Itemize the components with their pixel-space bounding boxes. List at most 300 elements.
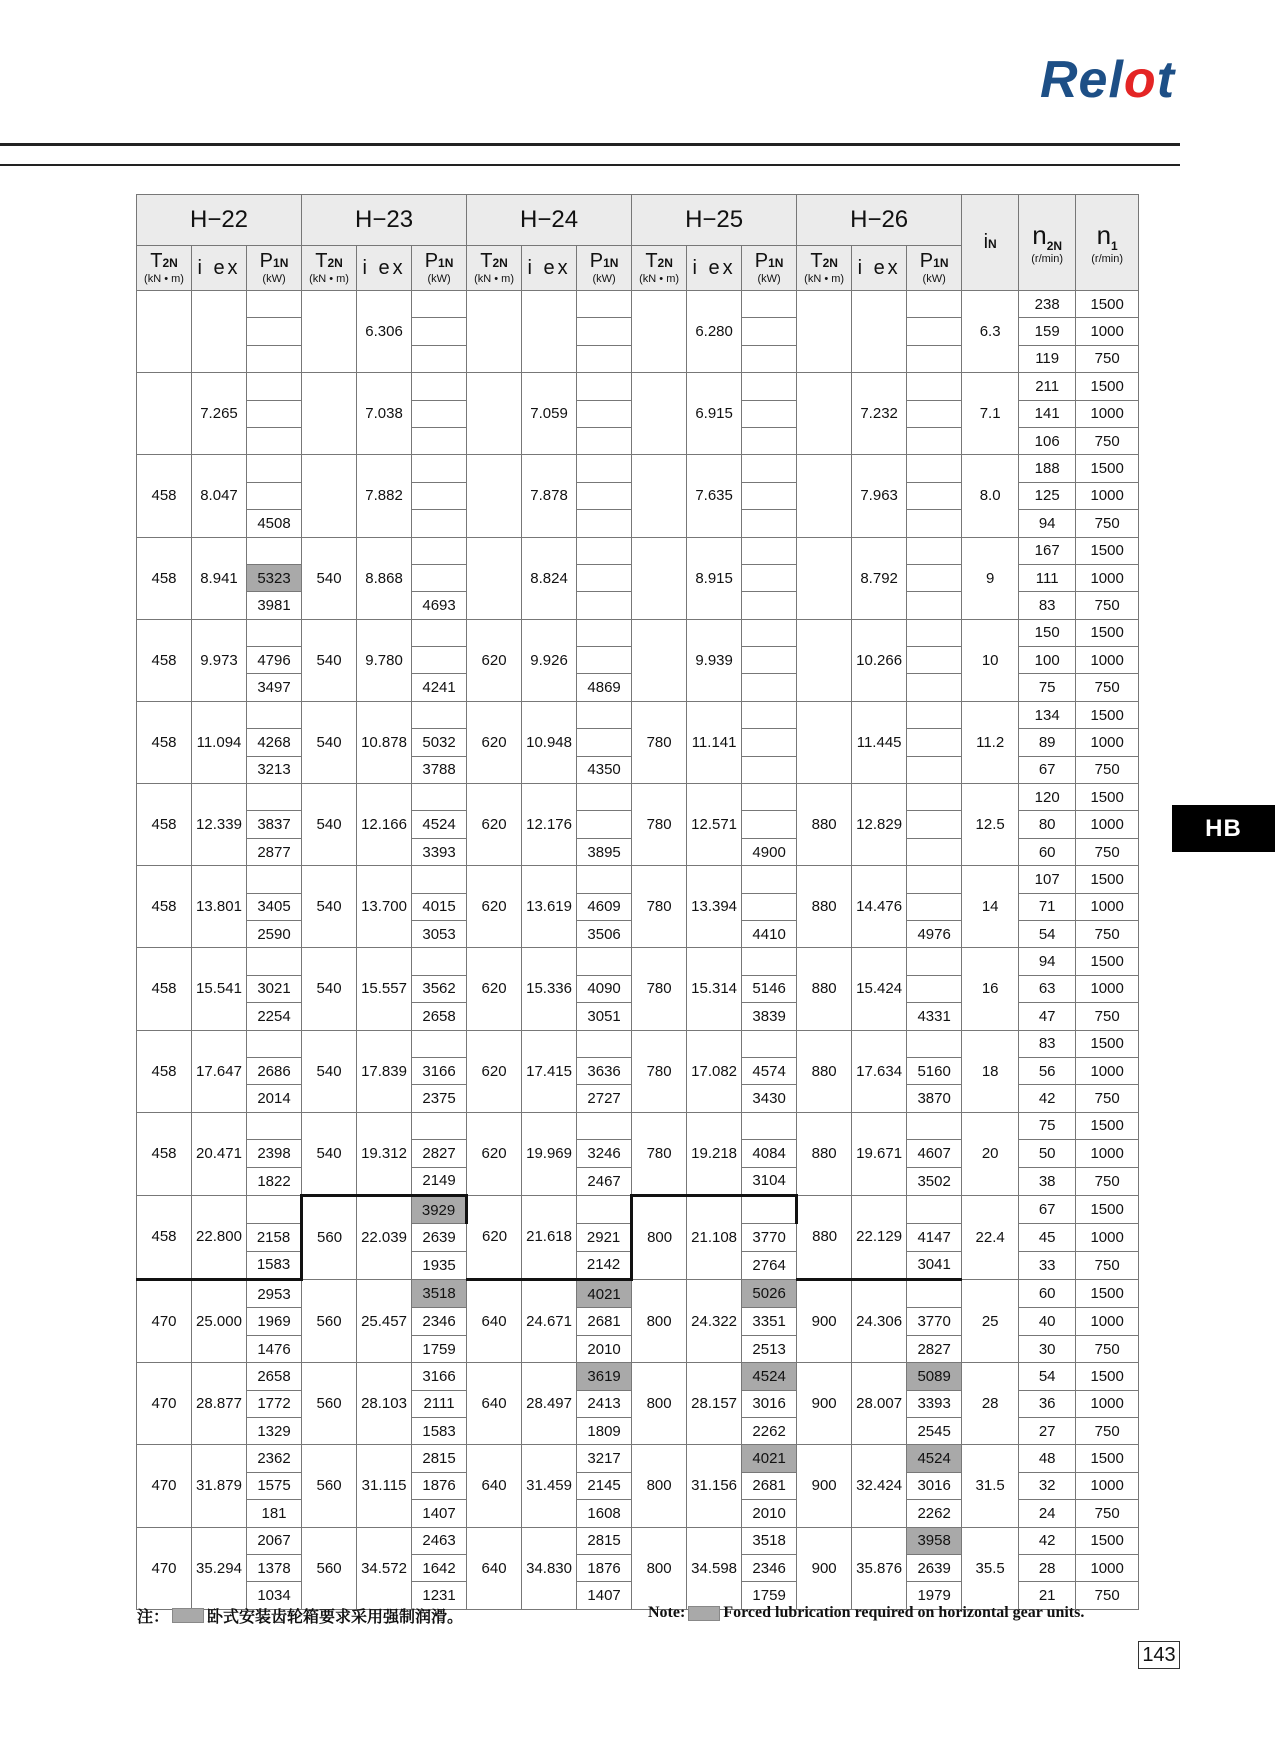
n2n-cell: 28: [1019, 1554, 1076, 1581]
t2n-cell: 470: [137, 1280, 192, 1363]
p1n-cell: 4331: [907, 1003, 962, 1030]
n1-cell: 1000: [1076, 1554, 1139, 1581]
iex-cell: 22.039: [357, 1195, 412, 1279]
iex-cell: 7.265: [192, 373, 247, 455]
table-row: [137, 291, 1139, 318]
table-row: [137, 537, 1139, 564]
n1-cell: 1000: [1076, 647, 1139, 674]
p1n-cell: [577, 619, 632, 646]
p1n-cell: [742, 592, 797, 619]
in-cell: 12.5: [962, 784, 1019, 866]
p1n-cell: 4084: [742, 1140, 797, 1167]
in-cell: 11.2: [962, 701, 1019, 783]
p1n-cell: 3497: [247, 674, 302, 701]
p1n-cell: 2681: [742, 1472, 797, 1499]
col-header-iex: i ex: [522, 246, 577, 291]
p1n-cell: [577, 291, 632, 318]
n1-cell: 1500: [1076, 1030, 1139, 1057]
t2n-cell: 780: [632, 1112, 687, 1195]
n2n-cell: 42: [1019, 1527, 1076, 1554]
in-cell: 22.4: [962, 1195, 1019, 1279]
p1n-cell: [247, 619, 302, 646]
p1n-cell: 1378: [247, 1554, 302, 1581]
n2n-cell: 125: [1019, 482, 1076, 509]
t2n-cell: 640: [467, 1445, 522, 1527]
p1n-cell: [577, 784, 632, 811]
iex-cell: 21.618: [522, 1195, 577, 1279]
t2n-cell: [632, 619, 687, 701]
p1n-cell: 1876: [577, 1554, 632, 1581]
p1n-cell: [247, 400, 302, 427]
p1n-cell: [907, 1030, 962, 1057]
p1n-cell: [412, 619, 467, 646]
p1n-cell: 2158: [247, 1224, 302, 1251]
p1n-cell: [412, 866, 467, 893]
p1n-cell: 181: [247, 1500, 302, 1527]
n1-cell: 1500: [1076, 373, 1139, 400]
group-header-h26: H−26: [797, 195, 962, 246]
section-tab-hb[interactable]: HB: [1172, 805, 1275, 852]
p1n-cell: 2658: [412, 1003, 467, 1030]
p1n-cell: 2827: [907, 1335, 962, 1362]
p1n-cell: [577, 1195, 632, 1223]
t2n-cell: 540: [302, 866, 357, 948]
p1n-cell: 3506: [577, 920, 632, 947]
n1-cell: 1500: [1076, 537, 1139, 564]
t2n-cell: 458: [137, 1195, 192, 1279]
n1-cell: 750: [1076, 1500, 1139, 1527]
n1-cell: 750: [1076, 674, 1139, 701]
iex-cell: 28.497: [522, 1363, 577, 1445]
p1n-cell: 2513: [742, 1335, 797, 1362]
table-row: [137, 866, 1139, 893]
t2n-cell: 540: [302, 701, 357, 783]
p1n-cell: 5323: [247, 564, 302, 591]
p1n-cell: 3053: [412, 920, 467, 947]
page-number: 143: [1138, 1641, 1180, 1669]
n1-cell: 750: [1076, 345, 1139, 372]
n2n-cell: 30: [1019, 1335, 1076, 1362]
table-row: [137, 1445, 1139, 1472]
group-header-h23: H−23: [302, 195, 467, 246]
p1n-cell: 1642: [412, 1554, 467, 1581]
n2n-cell: 106: [1019, 427, 1076, 454]
col-header-n1: $n_1$ (r/min): [1076, 195, 1139, 291]
t2n-cell: [797, 701, 852, 783]
p1n-cell: 2262: [742, 1418, 797, 1445]
n1-cell: 1000: [1076, 400, 1139, 427]
p1n-cell: [907, 729, 962, 756]
table-row: [137, 701, 1139, 728]
n2n-cell: 119: [1019, 345, 1076, 372]
p1n-cell: [742, 1112, 797, 1139]
p1n-cell: [742, 893, 797, 920]
p1n-cell: 2727: [577, 1085, 632, 1112]
n2n-cell: 67: [1019, 756, 1076, 783]
p1n-cell: [577, 318, 632, 345]
p1n-cell: 2815: [577, 1527, 632, 1554]
iex-cell: 8.824: [522, 537, 577, 619]
p1n-cell: 3166: [412, 1363, 467, 1390]
t2n-cell: 880: [797, 948, 852, 1030]
p1n-cell: [247, 318, 302, 345]
n2n-cell: 111: [1019, 564, 1076, 591]
t2n-cell: 620: [467, 1030, 522, 1112]
t2n-cell: 470: [137, 1527, 192, 1609]
brand-logo: Relot: [1040, 51, 1176, 109]
p1n-cell: 4268: [247, 729, 302, 756]
n1-cell: 1000: [1076, 1224, 1139, 1251]
t2n-cell: 800: [632, 1363, 687, 1445]
iex-cell: 8.047: [192, 455, 247, 537]
p1n-cell: [742, 674, 797, 701]
iex-cell: 22.129: [852, 1195, 907, 1279]
p1n-cell: [907, 1195, 962, 1223]
col-header-t2n: T2N (kN • m): [467, 246, 522, 291]
n1-cell: 1500: [1076, 1280, 1139, 1308]
p1n-cell: 3788: [412, 756, 467, 783]
iex-cell: 7.635: [687, 455, 742, 537]
p1n-cell: 3502: [907, 1167, 962, 1195]
p1n-cell: 3166: [412, 1057, 467, 1084]
p1n-cell: 5026: [742, 1280, 797, 1308]
p1n-cell: 1809: [577, 1418, 632, 1445]
t2n-cell: 900: [797, 1445, 852, 1527]
t2n-cell: 620: [467, 1195, 522, 1279]
t2n-cell: 560: [302, 1527, 357, 1609]
p1n-cell: 3351: [742, 1308, 797, 1335]
in-cell: 9: [962, 537, 1019, 619]
table-row: [137, 784, 1139, 811]
iex-cell: 13.700: [357, 866, 412, 948]
p1n-cell: [742, 482, 797, 509]
t2n-cell: 560: [302, 1280, 357, 1363]
p1n-cell: 1034: [247, 1582, 302, 1609]
in-cell: 18: [962, 1030, 1019, 1112]
t2n-cell: [302, 455, 357, 537]
in-cell: 25: [962, 1280, 1019, 1363]
p1n-cell: [907, 455, 962, 482]
iex-cell: 19.218: [687, 1112, 742, 1195]
p1n-cell: 3405: [247, 893, 302, 920]
n1-cell: 1500: [1076, 948, 1139, 975]
t2n-cell: 620: [467, 948, 522, 1030]
n1-cell: 1500: [1076, 1527, 1139, 1554]
p1n-cell: [907, 482, 962, 509]
p1n-cell: [577, 592, 632, 619]
n2n-cell: 54: [1019, 1363, 1076, 1390]
iex-cell: 12.166: [357, 784, 412, 866]
iex-cell: 8.868: [357, 537, 412, 619]
iex-cell: 17.082: [687, 1030, 742, 1112]
in-cell: 10: [962, 619, 1019, 701]
n2n-cell: 33: [1019, 1251, 1076, 1279]
iex-cell: 31.459: [522, 1445, 577, 1527]
p1n-cell: 2658: [247, 1363, 302, 1390]
p1n-cell: [742, 948, 797, 975]
p1n-cell: 2262: [907, 1500, 962, 1527]
t2n-cell: 900: [797, 1527, 852, 1609]
t2n-cell: 640: [467, 1527, 522, 1609]
p1n-cell: [742, 564, 797, 591]
table-row: [137, 1112, 1139, 1139]
p1n-cell: 2590: [247, 920, 302, 947]
n2n-cell: 48: [1019, 1445, 1076, 1472]
iex-cell: 31.879: [192, 1445, 247, 1527]
p1n-cell: [907, 756, 962, 783]
p1n-cell: 4900: [742, 838, 797, 865]
col-header-t2n: T2N (kN • m): [302, 246, 357, 291]
p1n-cell: [907, 345, 962, 372]
p1n-cell: [907, 564, 962, 591]
iex-cell: 28.103: [357, 1363, 412, 1445]
note-english: Note: Forced lubrication required on horizontal gear units.: [648, 1604, 1085, 1621]
iex-cell: 9.780: [357, 619, 412, 701]
t2n-cell: 620: [467, 784, 522, 866]
table-row: [137, 373, 1139, 400]
note-chinese: 注： 卧式安装齿轮箱要求采用强制润滑。: [137, 1609, 464, 1626]
p1n-cell: 1876: [412, 1472, 467, 1499]
p1n-cell: 2921: [577, 1224, 632, 1251]
p1n-cell: 4147: [907, 1224, 962, 1251]
p1n-cell: [247, 1112, 302, 1139]
n1-cell: 1500: [1076, 455, 1139, 482]
p1n-cell: 4693: [412, 592, 467, 619]
col-header-p1n: P1N (kW): [742, 246, 797, 291]
n1-cell: 1000: [1076, 975, 1139, 1002]
iex-cell: 28.157: [687, 1363, 742, 1445]
n1-cell: 750: [1076, 1167, 1139, 1195]
p1n-cell: [907, 701, 962, 728]
p1n-cell: 2014: [247, 1085, 302, 1112]
n2n-cell: 167: [1019, 537, 1076, 564]
t2n-cell: 620: [467, 1112, 522, 1195]
n2n-cell: 211: [1019, 373, 1076, 400]
n2n-cell: 56: [1019, 1057, 1076, 1084]
p1n-cell: 3393: [412, 838, 467, 865]
iex-cell: 15.557: [357, 948, 412, 1030]
col-header-t2n: T2N (kN • m): [632, 246, 687, 291]
n1-cell: 750: [1076, 1418, 1139, 1445]
iex-cell: 24.671: [522, 1280, 577, 1363]
p1n-cell: 1759: [412, 1335, 467, 1362]
t2n-cell: [797, 373, 852, 455]
t2n-cell: 560: [302, 1195, 357, 1279]
t2n-cell: 560: [302, 1445, 357, 1527]
n2n-cell: 67: [1019, 1195, 1076, 1223]
p1n-cell: [577, 455, 632, 482]
p1n-cell: 2764: [742, 1251, 797, 1279]
iex-cell: 15.314: [687, 948, 742, 1030]
p1n-cell: [577, 811, 632, 838]
t2n-cell: 458: [137, 537, 192, 619]
p1n-cell: [412, 345, 467, 372]
n2n-cell: 83: [1019, 592, 1076, 619]
p1n-cell: 2815: [412, 1445, 467, 1472]
n2n-cell: 100: [1019, 647, 1076, 674]
iex-cell: 9.973: [192, 619, 247, 701]
iex-cell: 15.336: [522, 948, 577, 1030]
n2n-cell: 89: [1019, 729, 1076, 756]
p1n-cell: 2463: [412, 1527, 467, 1554]
p1n-cell: [742, 510, 797, 537]
p1n-cell: 4090: [577, 975, 632, 1002]
iex-cell: 25.000: [192, 1280, 247, 1363]
t2n-cell: 470: [137, 1445, 192, 1527]
n2n-cell: 40: [1019, 1308, 1076, 1335]
iex-cell: 7.963: [852, 455, 907, 537]
n1-cell: 750: [1076, 592, 1139, 619]
p1n-cell: 1231: [412, 1582, 467, 1609]
iex-cell: 12.571: [687, 784, 742, 866]
p1n-cell: [907, 619, 962, 646]
p1n-cell: [907, 291, 962, 318]
iex-cell: 20.471: [192, 1112, 247, 1195]
n1-cell: 1500: [1076, 619, 1139, 646]
n2n-cell: 60: [1019, 838, 1076, 865]
iex-cell: 9.939: [687, 619, 742, 701]
t2n-cell: 880: [797, 1112, 852, 1195]
iex-cell: 10.266: [852, 619, 907, 701]
p1n-cell: 3870: [907, 1085, 962, 1112]
t2n-cell: 458: [137, 619, 192, 701]
t2n-cell: [797, 619, 852, 701]
iex-cell: 34.572: [357, 1527, 412, 1609]
p1n-cell: 1935: [412, 1251, 467, 1279]
p1n-cell: 2346: [412, 1308, 467, 1335]
iex-cell: 12.176: [522, 784, 577, 866]
p1n-cell: [577, 537, 632, 564]
p1n-cell: 4609: [577, 893, 632, 920]
n2n-cell: 80: [1019, 811, 1076, 838]
table-row: [137, 1030, 1139, 1057]
col-header-iex: i ex: [852, 246, 907, 291]
p1n-cell: 3636: [577, 1057, 632, 1084]
p1n-cell: 3016: [907, 1472, 962, 1499]
p1n-cell: 1608: [577, 1500, 632, 1527]
p1n-cell: 3021: [247, 975, 302, 1002]
n1-cell: 750: [1076, 1251, 1139, 1279]
p1n-cell: 3837: [247, 811, 302, 838]
iex-cell: 17.634: [852, 1030, 907, 1112]
n1-cell: 1500: [1076, 291, 1139, 318]
p1n-cell: [577, 729, 632, 756]
p1n-cell: 4508: [247, 510, 302, 537]
p1n-cell: 4015: [412, 893, 467, 920]
in-cell: 20: [962, 1112, 1019, 1195]
gear-unit-table: [136, 194, 1139, 1610]
iex-cell: 34.598: [687, 1527, 742, 1609]
p1n-cell: [907, 784, 962, 811]
p1n-cell: 1476: [247, 1335, 302, 1362]
t2n-cell: 458: [137, 866, 192, 948]
n2n-cell: 238: [1019, 291, 1076, 318]
in-cell: 31.5: [962, 1445, 1019, 1527]
n2n-cell: 60: [1019, 1280, 1076, 1308]
iex-cell: 14.476: [852, 866, 907, 948]
in-cell: 14: [962, 866, 1019, 948]
p1n-cell: 4524: [412, 811, 467, 838]
iex-cell: 13.394: [687, 866, 742, 948]
n1-cell: 1000: [1076, 564, 1139, 591]
p1n-cell: 3041: [907, 1251, 962, 1279]
iex-cell: 22.800: [192, 1195, 247, 1279]
p1n-cell: [907, 866, 962, 893]
p1n-cell: [742, 291, 797, 318]
t2n-cell: [467, 291, 522, 373]
iex-cell: 31.156: [687, 1445, 742, 1527]
p1n-cell: [412, 291, 467, 318]
p1n-cell: [412, 948, 467, 975]
p1n-cell: 3430: [742, 1085, 797, 1112]
p1n-cell: [247, 291, 302, 318]
p1n-cell: 2145: [577, 1472, 632, 1499]
p1n-cell: [412, 537, 467, 564]
iex-cell: 31.115: [357, 1445, 412, 1527]
iex-cell: 11.141: [687, 701, 742, 783]
t2n-cell: 458: [137, 948, 192, 1030]
col-header-n2n: $n_{2N}$ (r/min): [1019, 195, 1076, 291]
iex-cell: 9.926: [522, 619, 577, 701]
p1n-cell: 5160: [907, 1057, 962, 1084]
n1-cell: 1000: [1076, 1057, 1139, 1084]
group-header-h22: H−22: [137, 195, 302, 246]
n2n-cell: 63: [1019, 975, 1076, 1002]
p1n-cell: [577, 1030, 632, 1057]
in-cell: 6.3: [962, 291, 1019, 373]
t2n-cell: [632, 373, 687, 455]
p1n-cell: [577, 345, 632, 372]
p1n-cell: [412, 1030, 467, 1057]
p1n-cell: 3562: [412, 975, 467, 1002]
t2n-cell: [797, 291, 852, 373]
t2n-cell: 458: [137, 455, 192, 537]
col-header-p1n: P1N (kW): [577, 246, 632, 291]
p1n-cell: 3213: [247, 756, 302, 783]
iex-cell: 8.915: [687, 537, 742, 619]
n1-cell: 1500: [1076, 1445, 1139, 1472]
iex-cell: 10.948: [522, 701, 577, 783]
t2n-cell: 540: [302, 948, 357, 1030]
n2n-cell: 150: [1019, 619, 1076, 646]
p1n-cell: [742, 537, 797, 564]
p1n-cell: 2142: [577, 1251, 632, 1279]
p1n-cell: 2375: [412, 1085, 467, 1112]
table-row: [137, 1195, 1139, 1223]
p1n-cell: 4524: [907, 1445, 962, 1472]
p1n-cell: [412, 510, 467, 537]
p1n-cell: [907, 510, 962, 537]
iex-cell: 34.830: [522, 1527, 577, 1609]
p1n-cell: [577, 701, 632, 728]
p1n-cell: 5089: [907, 1363, 962, 1390]
p1n-cell: 1759: [742, 1582, 797, 1609]
iex-cell: [852, 291, 907, 373]
p1n-cell: [907, 811, 962, 838]
t2n-cell: 620: [467, 866, 522, 948]
n2n-cell: 24: [1019, 1500, 1076, 1527]
t2n-cell: [467, 537, 522, 619]
t2n-cell: 900: [797, 1280, 852, 1363]
t2n-cell: [632, 537, 687, 619]
p1n-cell: [577, 510, 632, 537]
n2n-cell: 21: [1019, 1582, 1076, 1609]
p1n-cell: 1772: [247, 1390, 302, 1417]
col-header-t2n: T2N (kN • m): [797, 246, 852, 291]
group-header-h25: H−25: [632, 195, 797, 246]
p1n-cell: 1407: [412, 1500, 467, 1527]
t2n-cell: 780: [632, 784, 687, 866]
